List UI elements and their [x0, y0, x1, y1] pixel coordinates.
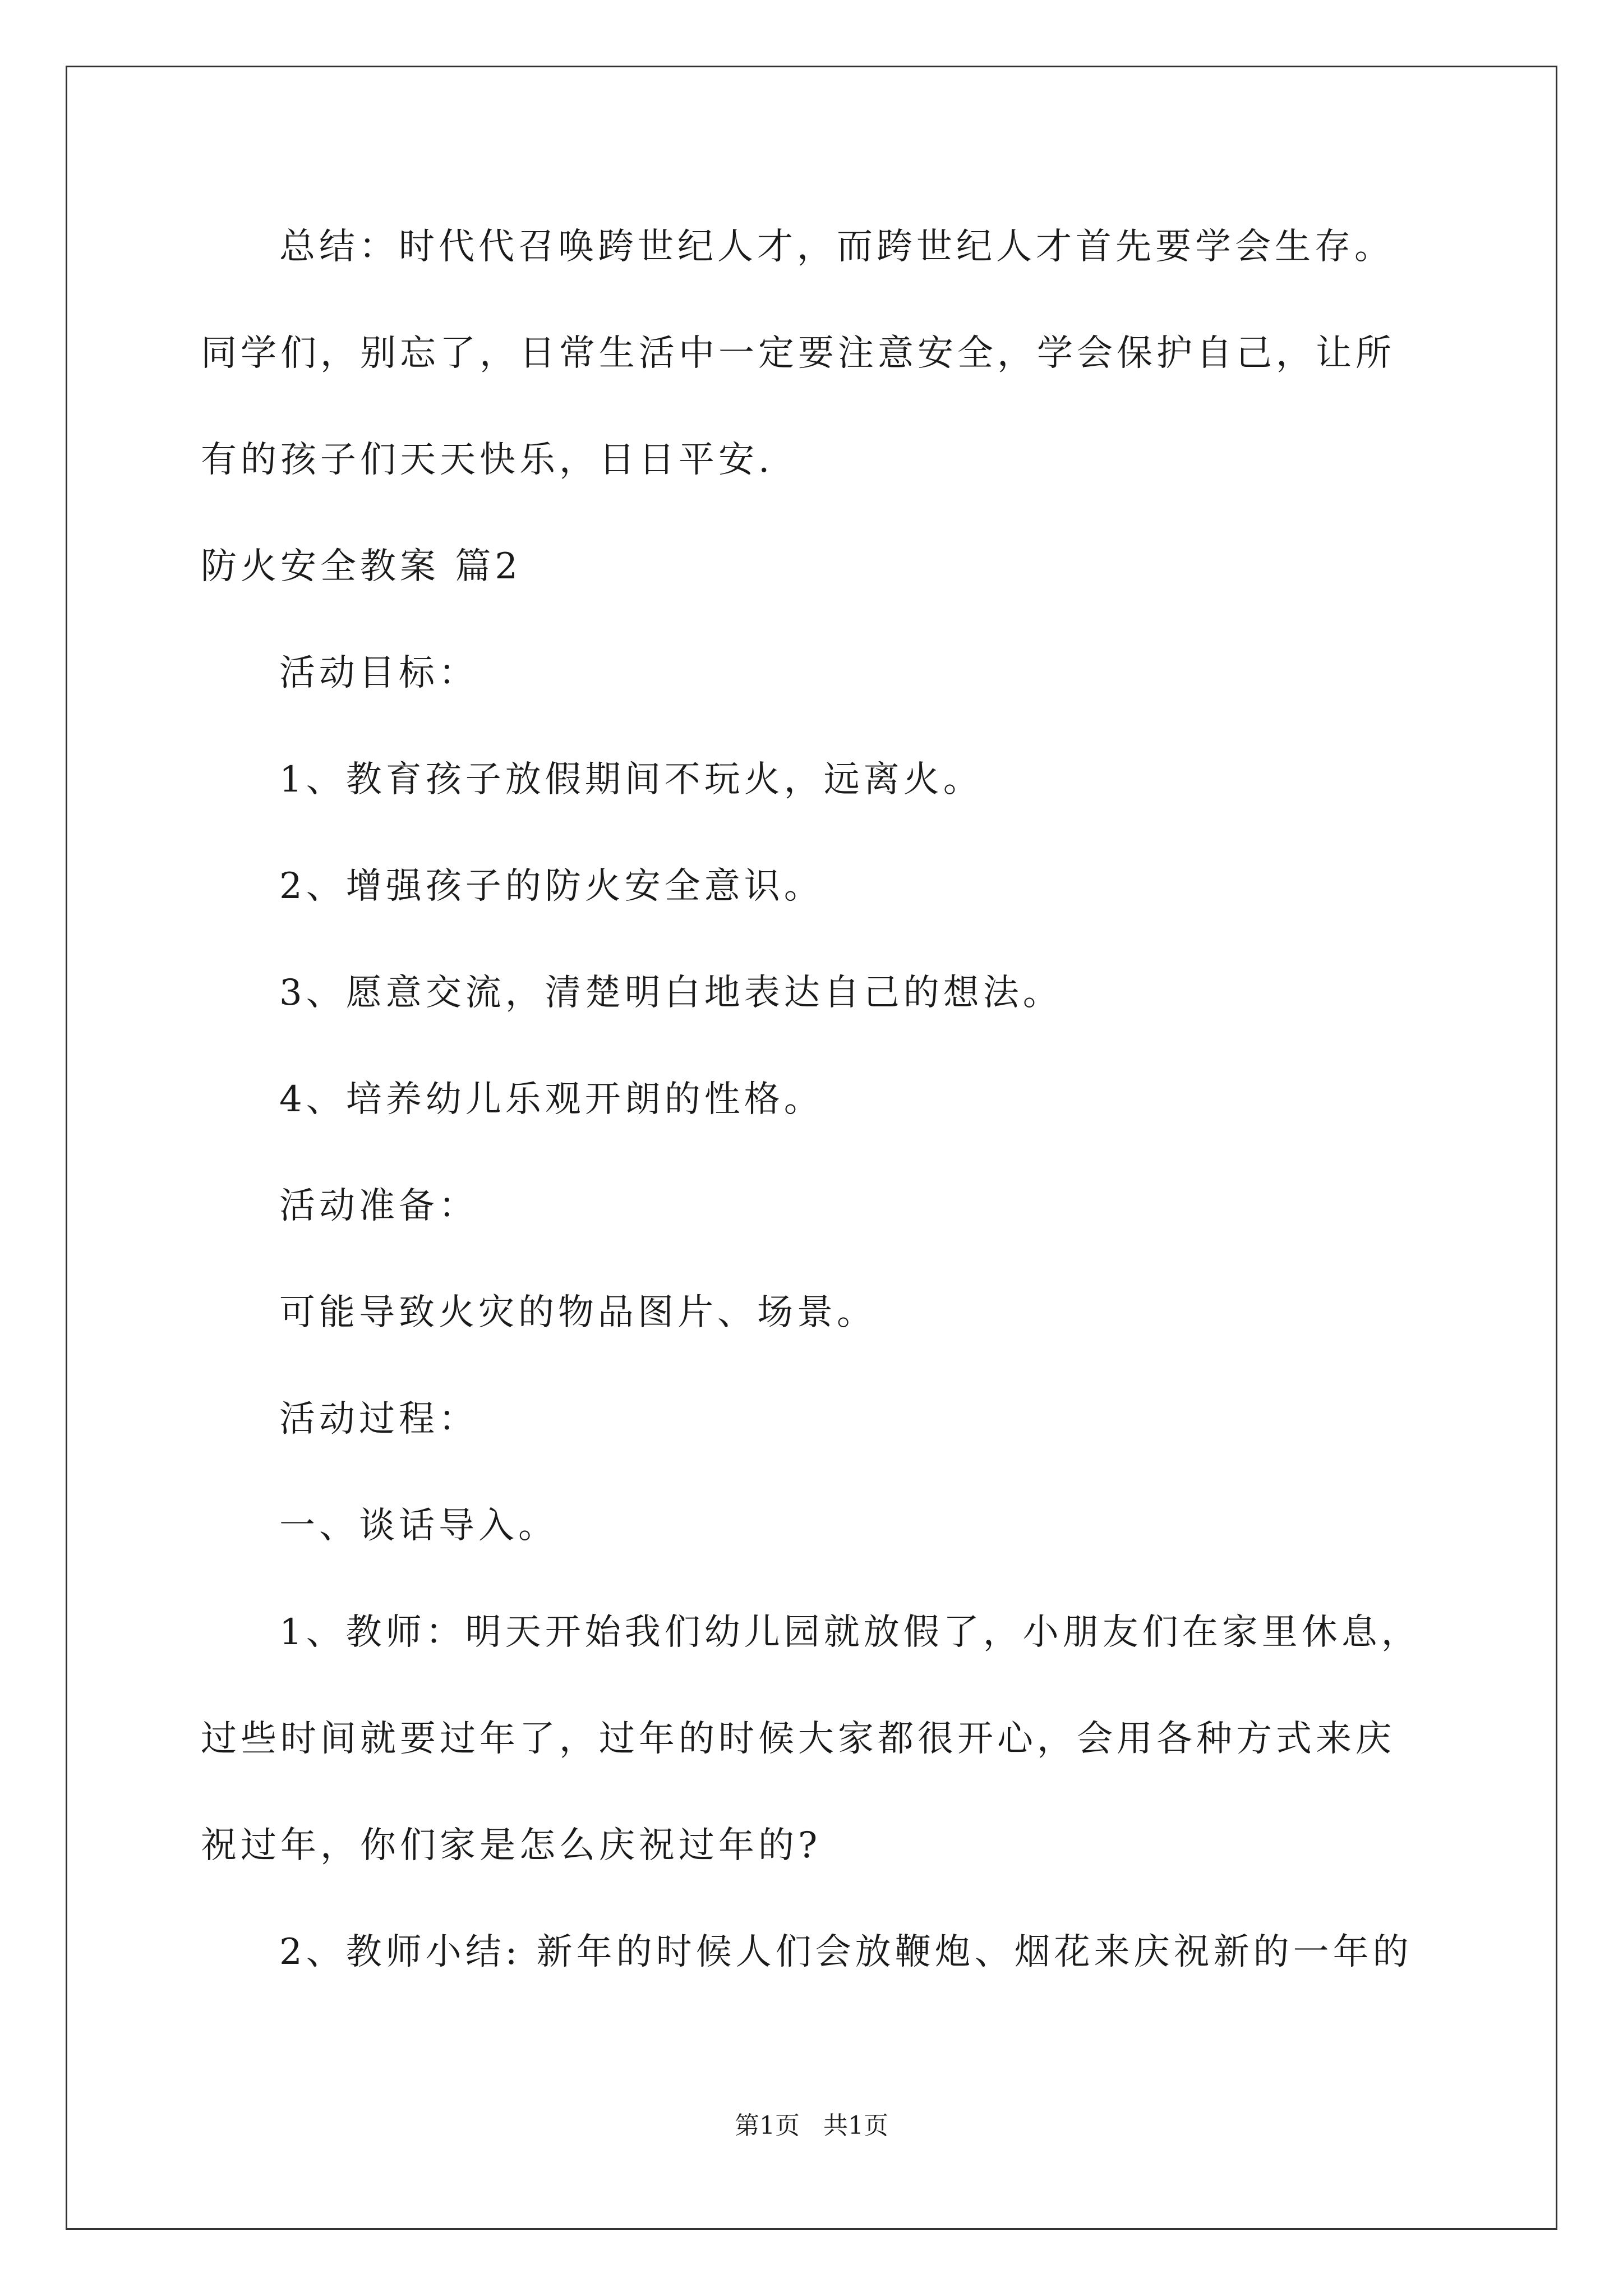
paragraph-line-15: 过些时间就要过年了，过年的时候大家都很开心，会用各种方式来庆	[201, 1718, 1395, 1760]
paragraph-line-9: 4、培养幼儿乐观开朗的性格。	[279, 1079, 824, 1120]
paragraph-line-7: 2、增强孩子的防火安全意识。	[279, 866, 824, 907]
paragraph-line-16: 祝过年，你们家是怎么庆祝过年的?	[201, 1825, 822, 1866]
paragraph-line-13: 一、谈话导入。	[279, 1505, 558, 1547]
paragraph-line-14: 1、教师：明天开始我们幼儿园就放假了，小朋友们在家里休息，	[279, 1612, 1421, 1653]
paragraph-line-10: 活动准备：	[279, 1185, 478, 1227]
paragraph-line-2: 同学们，别忘了，日常生活中一定要注意安全，学会保护自己，让所	[201, 333, 1395, 374]
paragraph-line-17: 2、教师小结: 新年的时候人们会放鞭炮、烟花来庆祝新的一年的	[279, 1931, 1413, 1973]
paragraph-line-3: 有的孩子们天天快乐，日日平安.	[201, 439, 774, 481]
paragraph-line-5: 活动目标：	[279, 652, 478, 694]
page-frame	[66, 66, 1557, 2230]
paragraph-line-6: 1、教育孩子放假期间不玩火，远离火。	[279, 759, 983, 800]
section-heading: 防火安全教案 篇2	[201, 546, 522, 587]
paragraph-line-12: 活动过程：	[279, 1398, 478, 1440]
page-footer: 第1页 共1页	[735, 2111, 888, 2140]
paragraph-line-8: 3、愿意交流，清楚明白地表达自己的想法。	[279, 972, 1063, 1014]
paragraph-line-1: 总结：时代代召唤跨世纪人才，而跨世纪人才首先要学会生存。	[279, 226, 1394, 268]
paragraph-line-11: 可能导致火灾的物品图片、场景。	[279, 1292, 877, 1333]
